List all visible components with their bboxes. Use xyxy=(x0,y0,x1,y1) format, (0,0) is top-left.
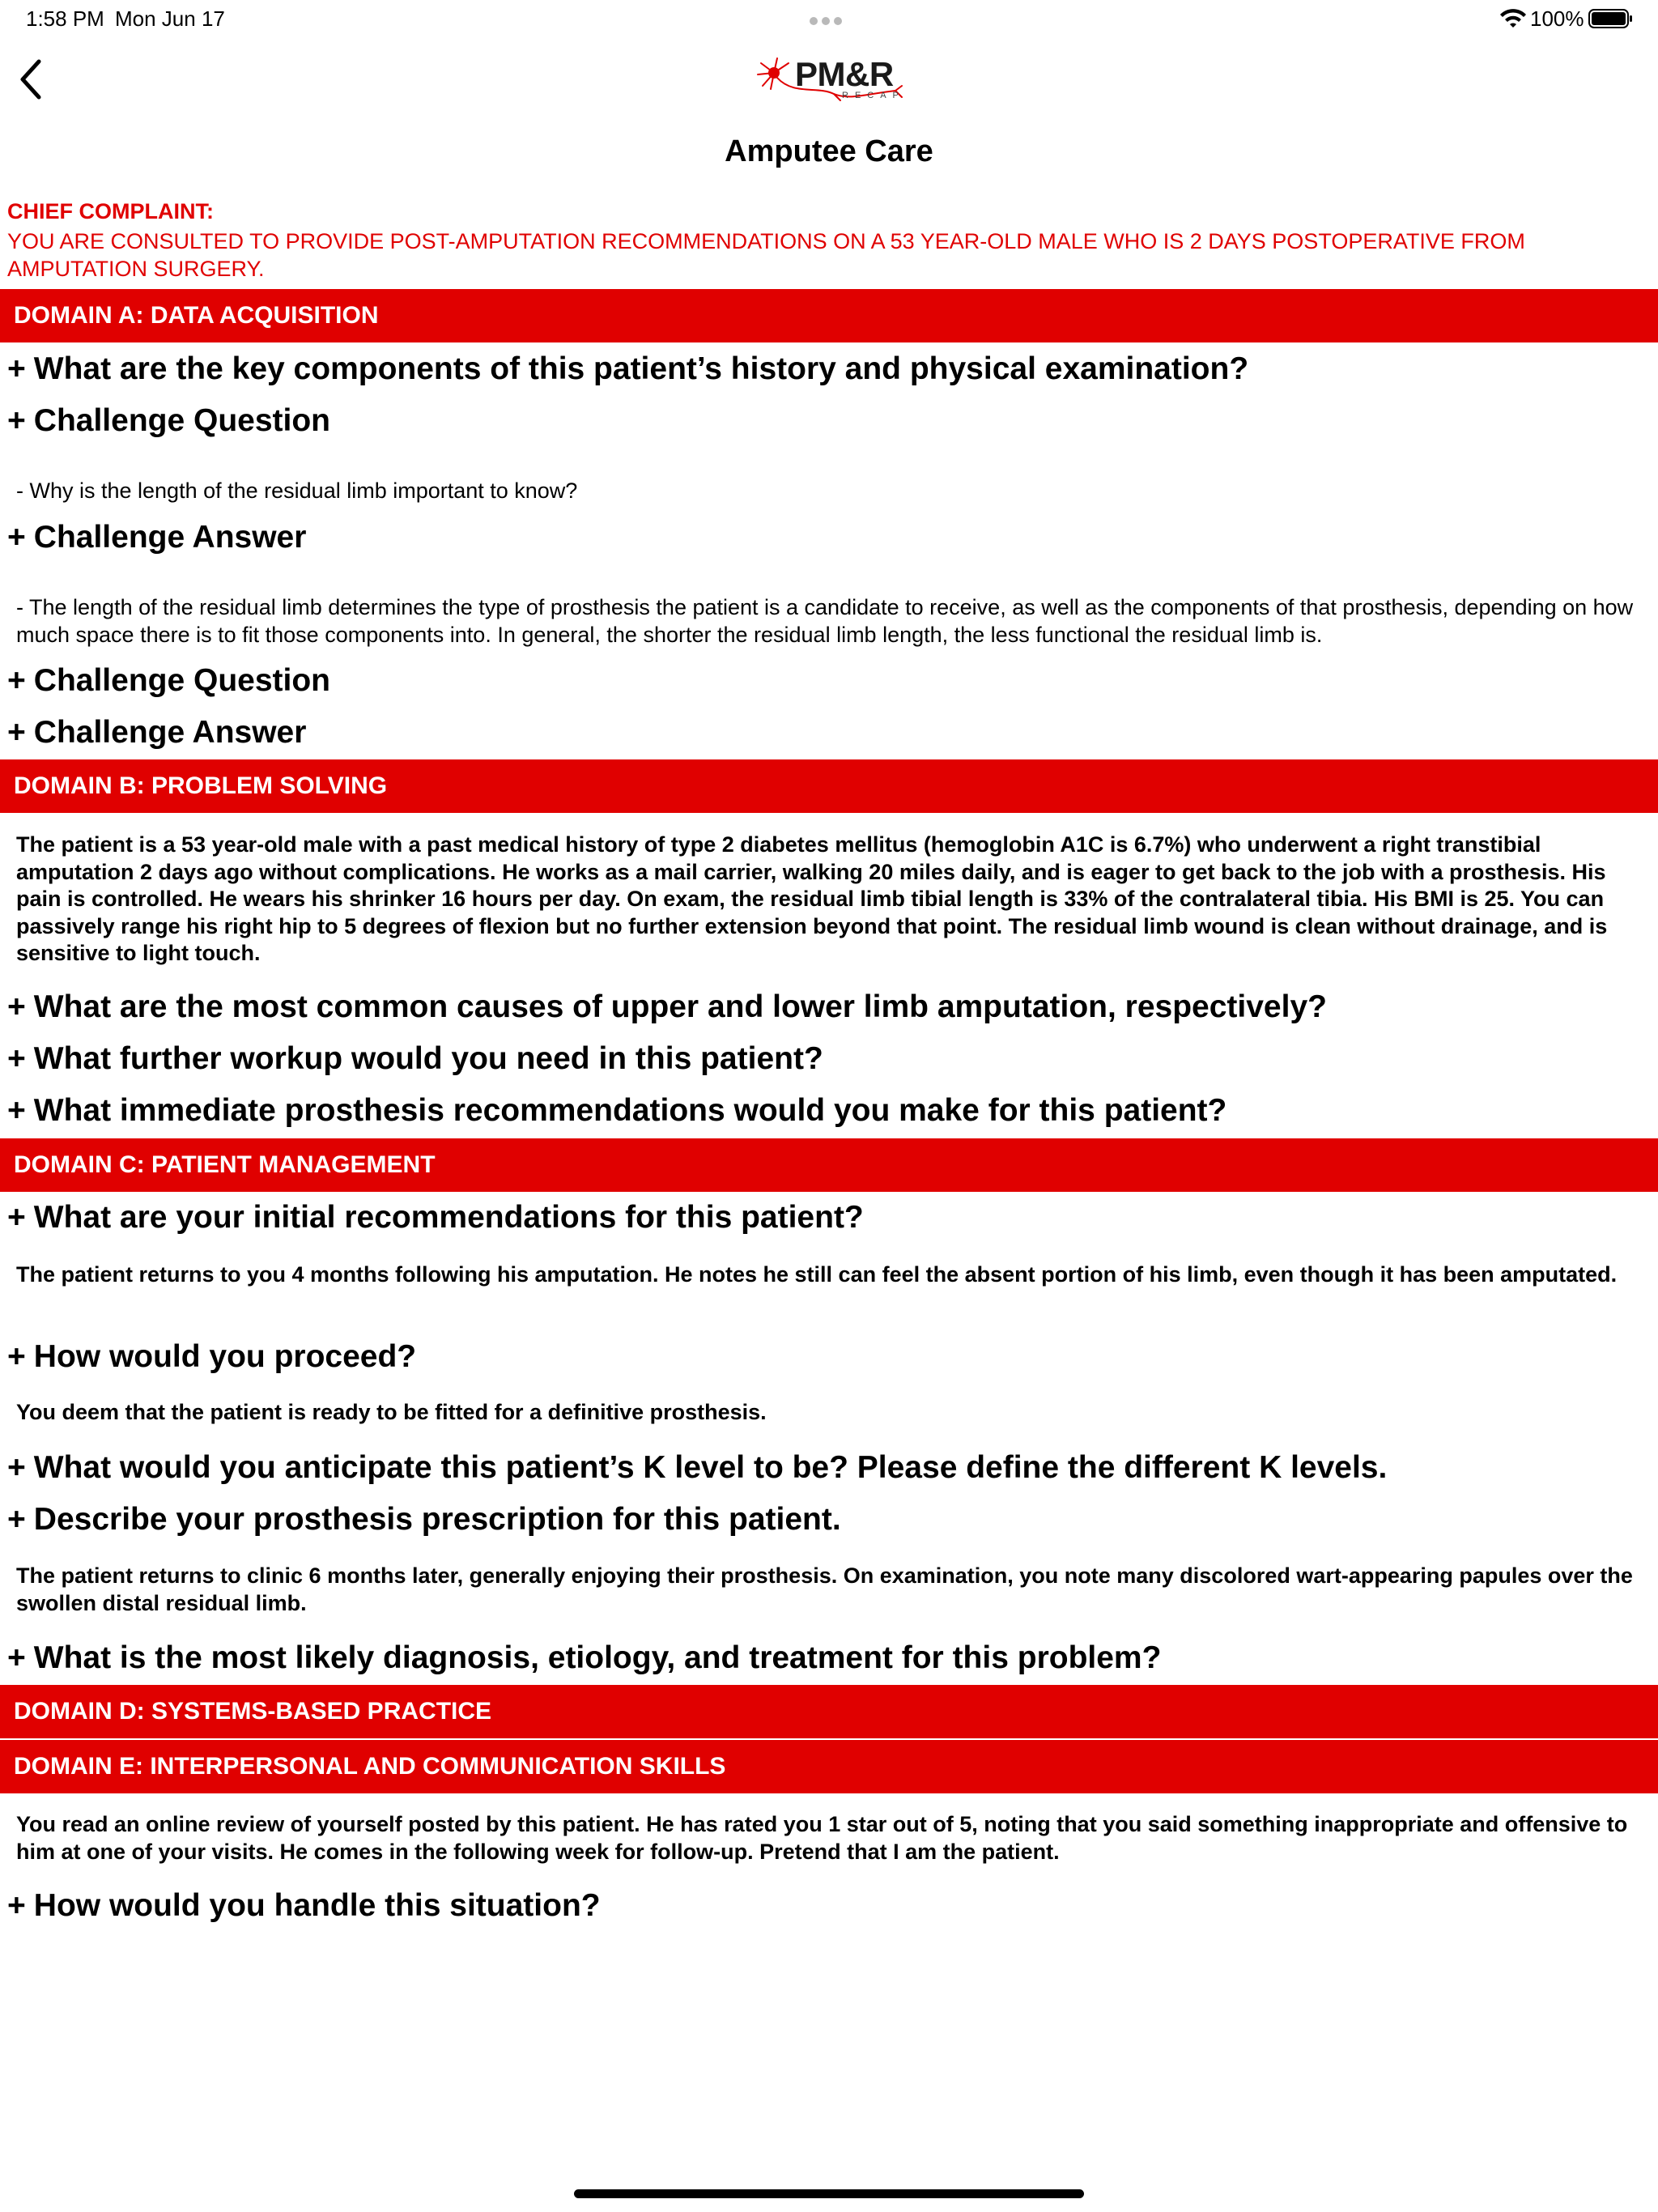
question-text: Challenge Answer xyxy=(33,520,307,555)
challenge-question-1[interactable] xyxy=(7,403,1651,439)
question-history-physical[interactable] xyxy=(7,351,1651,387)
logo-subtitle: RECAP xyxy=(842,91,905,100)
question-text: What are your initial recommendations for this patient? xyxy=(33,1200,864,1235)
home-indicator[interactable] xyxy=(574,2189,1084,2198)
question-text: Challenge Answer xyxy=(33,715,307,750)
question-how-proceed[interactable] xyxy=(7,1339,1651,1375)
case-description-e: You read an online review of yourself posted by this patient. He has rated you 1 star out of 5, noting that you said something inappropriate and offensive to him at one of your visits. He comes in the following week for follow-up. Pretend that I am the patient. xyxy=(16,1812,1628,1864)
challenge-answer-1-text: - The length of the residual limb determines the type of prosthesis the patient is a candidate to receive, as well as the components of that prosthesis, depending on how much space there is to fit those components into. In general, the shorter the residual limb length, the less functional the residual limb is. xyxy=(16,595,1634,647)
question-text: Challenge Question xyxy=(33,663,330,698)
status-time: 1:58 PM xyxy=(26,6,104,31)
status-date: Mon Jun 17 xyxy=(115,6,225,31)
question-text: What further workup would you need in this patient? xyxy=(33,1041,823,1076)
domain-c-header: DOMAIN C: PATIENT MANAGEMENT xyxy=(0,1138,1658,1192)
battery-percentage: 100% xyxy=(1530,6,1584,31)
question-handle-situation[interactable] xyxy=(7,1888,1651,1924)
battery-icon xyxy=(1588,8,1634,29)
challenge-question-1-text: - Why is the length of the residual limb important to know? xyxy=(16,479,578,503)
expand-plus-icon: + xyxy=(7,403,26,438)
question-text: What are the key components of this patient’s history and physical examination? xyxy=(33,351,1249,386)
question-amputation-causes[interactable] xyxy=(7,989,1651,1025)
expand-plus-icon: + xyxy=(7,1200,26,1235)
chief-complaint-label: CHIEF COMPLAINT: xyxy=(7,199,214,223)
question-text: What immediate prosthesis recommendations would you make for this patient? xyxy=(33,1093,1227,1128)
question-text: How would you handle this situation? xyxy=(33,1888,601,1923)
case-description-c1: The patient returns to you 4 months following his amputation. He notes he still can feel the absent portion of his limb, even though it has been amputated. xyxy=(16,1262,1618,1287)
expand-plus-icon: + xyxy=(7,663,26,698)
question-text: Challenge Question xyxy=(33,403,330,438)
expand-plus-icon: + xyxy=(7,1339,26,1374)
back-chevron-icon[interactable] xyxy=(11,57,52,102)
case-description-b: The patient is a 53 year-old male with a past medical history of type 2 diabetes mellitus (hemoglobin A1C is 6.7%) who underwent a right transtibial amputation 2 days ago without complications. He works as a mail carrier, walking 20 miles daily, and is eager to get back to the job with a prosthesis. His pain is controlled. He wears his shrinker 16 hours per day. On exam, the residual limb tibial length is 33% of the contralateral tibia. His BMI is 25. You can passively range his right hip to 5 degrees of flexion but no further extension beyond that point. The residual limb wound is clean without drainage, and is sensitive to light touch. xyxy=(16,832,1608,965)
expand-plus-icon: + xyxy=(7,1041,26,1076)
expand-plus-icon: + xyxy=(7,1093,26,1128)
question-text: What are the most common causes of upper and lower limb amputation, respectively? xyxy=(33,989,1327,1024)
challenge-question-2[interactable] xyxy=(7,663,1651,699)
question-text: How would you proceed? xyxy=(33,1339,417,1374)
expand-plus-icon: + xyxy=(7,1888,26,1923)
question-text: What would you anticipate this patient’s K level to be? Please define the different K levels. xyxy=(33,1450,1388,1485)
pmr-recap-logo xyxy=(753,53,907,104)
expand-plus-icon: + xyxy=(7,1502,26,1537)
challenge-answer-1[interactable] xyxy=(7,520,1651,555)
expand-plus-icon: + xyxy=(7,1450,26,1485)
domain-b-header: DOMAIN B: PROBLEM SOLVING xyxy=(0,759,1658,813)
wifi-icon xyxy=(1499,8,1527,29)
question-prosthesis-recommendations[interactable] xyxy=(7,1093,1651,1129)
chief-complaint-text: YOU ARE CONSULTED TO PROVIDE POST-AMPUTATION RECOMMENDATIONS ON A 53 YEAR-OLD MALE WHO IS 2 DAYS POSTOPERATIVE FROM AMPUTATION SURGERY. xyxy=(7,229,1525,281)
status-bar xyxy=(0,0,1658,39)
expand-plus-icon: + xyxy=(7,1640,26,1675)
expand-plus-icon: + xyxy=(7,715,26,750)
domain-a-header: DOMAIN A: DATA ACQUISITION xyxy=(0,289,1658,342)
question-prosthesis-prescription[interactable] xyxy=(7,1502,1651,1538)
case-description-c3: The patient returns to clinic 6 months later, generally enjoying their prosthesis. On examination, you note many discolored wart-appearing papules over the swollen distal residual limb. xyxy=(16,1563,1633,1615)
question-text: What is the most likely diagnosis, etiology, and treatment for this problem? xyxy=(33,1640,1162,1675)
expand-plus-icon: + xyxy=(7,520,26,555)
challenge-answer-2[interactable] xyxy=(7,715,1651,751)
question-initial-recommendations[interactable] xyxy=(7,1200,1651,1236)
page-title: Amputee Care xyxy=(725,134,933,168)
logo-title: PM&R xyxy=(795,55,894,93)
question-diagnosis-etiology[interactable] xyxy=(7,1640,1651,1676)
domain-d-header: DOMAIN D: SYSTEMS-BASED PRACTICE xyxy=(0,1685,1658,1738)
multitasking-dots-icon[interactable] xyxy=(810,15,848,24)
question-further-workup[interactable] xyxy=(7,1041,1651,1077)
expand-plus-icon: + xyxy=(7,989,26,1024)
question-k-level[interactable] xyxy=(7,1450,1651,1486)
domain-e-header: DOMAIN E: INTERPERSONAL AND COMMUNICATION SKILLS xyxy=(0,1740,1658,1793)
expand-plus-icon: + xyxy=(7,351,26,386)
case-description-c2: You deem that the patient is ready to be fitted for a definitive prosthesis. xyxy=(16,1400,767,1424)
question-text: Describe your prosthesis prescription for this patient. xyxy=(33,1502,841,1537)
